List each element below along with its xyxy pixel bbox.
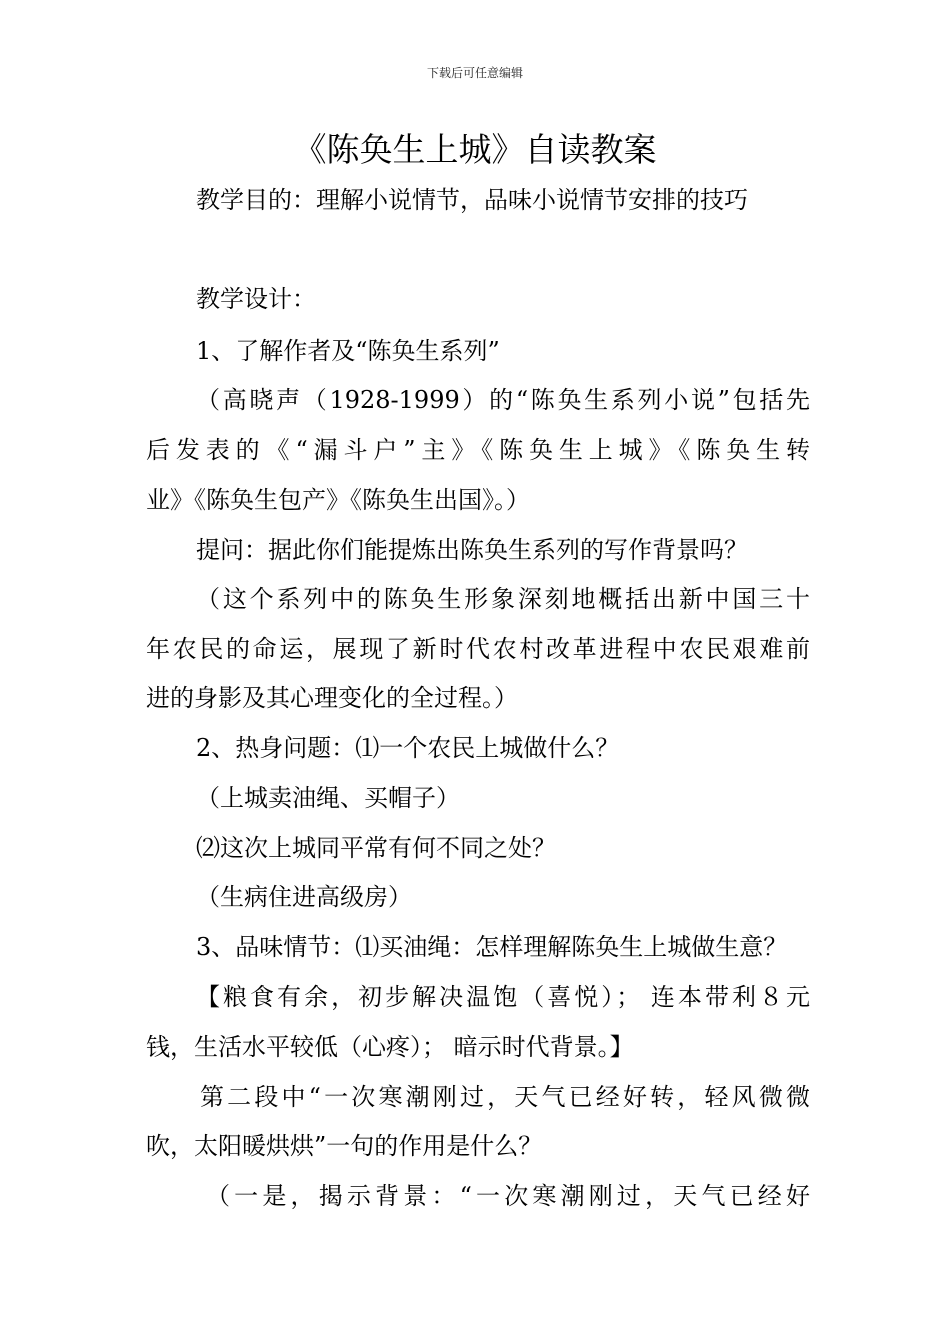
section-2-answer-1: （上城卖油绳、买帽子） xyxy=(196,784,460,812)
weather-answer-line-1: （一是，揭示背景：“一次寒潮刚过，天气已经好 xyxy=(206,1182,810,1210)
teaching-design-heading: 教学设计： xyxy=(196,285,316,313)
section-2-question-2: ⑵这次上城同平常有何不同之处？ xyxy=(196,834,556,862)
background-answer-line-3: 进的身影及其心理变化的全过程。） xyxy=(146,684,518,712)
question-background: 提问：据此你们能提炼出陈奂生系列的写作背景吗？ xyxy=(196,536,748,564)
background-answer-line-2: 年农民的命运，展现了新时代农村改革进程中农民艰难前 xyxy=(146,635,810,663)
author-note-line-1: （高晓声（1928-1999）的“陈奂生系列小说”包括先 xyxy=(196,386,810,414)
section-2-question-1: 2、热身问题：⑴一个农民上城做什么？ xyxy=(196,734,620,762)
document-title: 《陈奂生上城》自读教案 xyxy=(293,130,657,169)
author-note-line-2: 后发表的《“漏斗户”主》《陈奂生上城》《陈奂生转 xyxy=(146,436,810,464)
section-3-answer-line-1: 【粮食有余，初步解决温饱（喜悦）； 连本带利８元 xyxy=(196,983,810,1011)
background-answer-line-1: （这个系列中的陈奂生形象深刻地概括出新中国三十 xyxy=(196,585,810,613)
section-3-question: 3、品味情节：⑴买油绳：怎样理解陈奂生上城做生意？ xyxy=(196,933,788,961)
section-1-heading: 1、了解作者及“陈奂生系列” xyxy=(196,337,500,365)
author-note-line-3: 业》《陈奂生包产》《陈奂生出国》。） xyxy=(146,486,530,514)
weather-question-line-2: 吹，太阳暖烘烘”一句的作用是什么？ xyxy=(146,1132,543,1160)
section-2-answer-2: （生病住进高级房） xyxy=(196,883,412,911)
teaching-objective: 教学目的：理解小说情节，品味小说情节安排的技巧 xyxy=(196,186,748,214)
section-3-answer-line-2: 钱，生活水平较低（心疼）； 暗示时代背景。】 xyxy=(146,1033,634,1061)
weather-question-line-1: 第二段中“一次寒潮刚过，天气已经好转，轻风微微 xyxy=(200,1083,810,1111)
header-note: 下载后可任意编辑 xyxy=(426,66,523,80)
